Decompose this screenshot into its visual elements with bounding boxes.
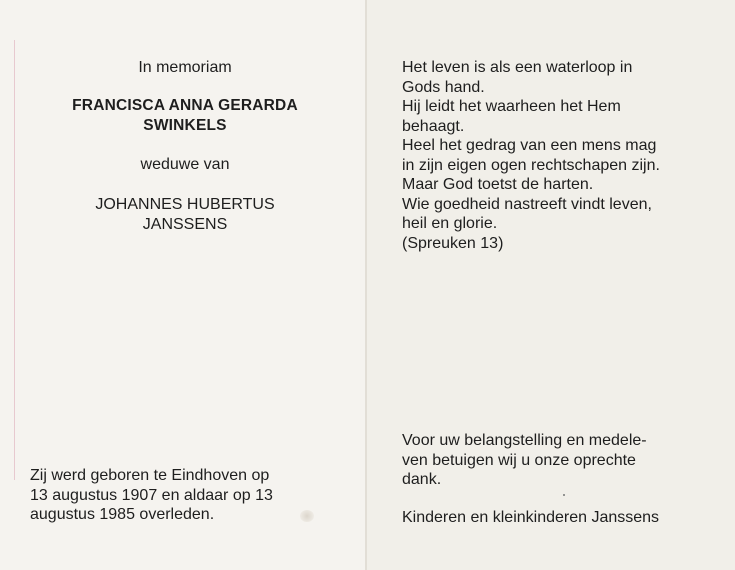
- verse-line: in zijn eigen ogen rechtschapen zijn.: [402, 156, 660, 174]
- thanks-line: ven betuigen wij u onze oprechte: [402, 451, 636, 469]
- thanks-line: dank.: [402, 471, 442, 488]
- bio-line: Zij werd geboren te Eindhoven op: [30, 467, 270, 484]
- ink-dot: [563, 494, 565, 496]
- spouse-name-line-2: JANSSENS: [142, 216, 228, 233]
- bio-line: augustus 1985 overleden.: [30, 506, 215, 523]
- verse-line: Het leven is als een waterloop in: [402, 59, 633, 76]
- memoriam-heading: In memoriam: [138, 59, 232, 76]
- bio-line: 13 augustus 1907 en aldaar op 13: [30, 486, 273, 504]
- margin-rule: [14, 40, 15, 480]
- thanks-paragraph: [402, 431, 647, 490]
- thanks-line: Voor uw belangstelling en medele-: [402, 432, 647, 449]
- verse-line: Gods hand.: [402, 78, 485, 96]
- verse-citation: (Spreuken 13): [402, 234, 504, 252]
- verse-line: Hij leidt het waarheen het Hem: [402, 98, 621, 115]
- deceased-name-line-1: FRANCISCA ANNA GERARDA: [72, 97, 298, 114]
- verse-line: Maar God toetst de harten.: [402, 176, 594, 193]
- spouse-name-line-1: JOHANNES HUBERTUS: [95, 196, 275, 213]
- relation-text: weduwe van: [140, 156, 230, 173]
- verse-line: Heel het gedrag van een mens mag: [402, 137, 657, 154]
- signature: Kinderen en kleinkinderen Janssens: [402, 509, 660, 526]
- deceased-name: [30, 96, 340, 136]
- verse-paragraph: [402, 58, 660, 253]
- bio-paragraph: [30, 466, 273, 525]
- spouse-name: [30, 195, 340, 235]
- deceased-name-line-2: SWINKELS: [143, 117, 227, 134]
- verse-line: Wie goedheid nastreeft vindt leven,: [402, 195, 652, 213]
- verse-line: heil en glorie.: [402, 215, 498, 232]
- card-fold: [365, 0, 367, 570]
- paper-smudge: [300, 510, 314, 522]
- verse-line: behaagt.: [402, 117, 465, 135]
